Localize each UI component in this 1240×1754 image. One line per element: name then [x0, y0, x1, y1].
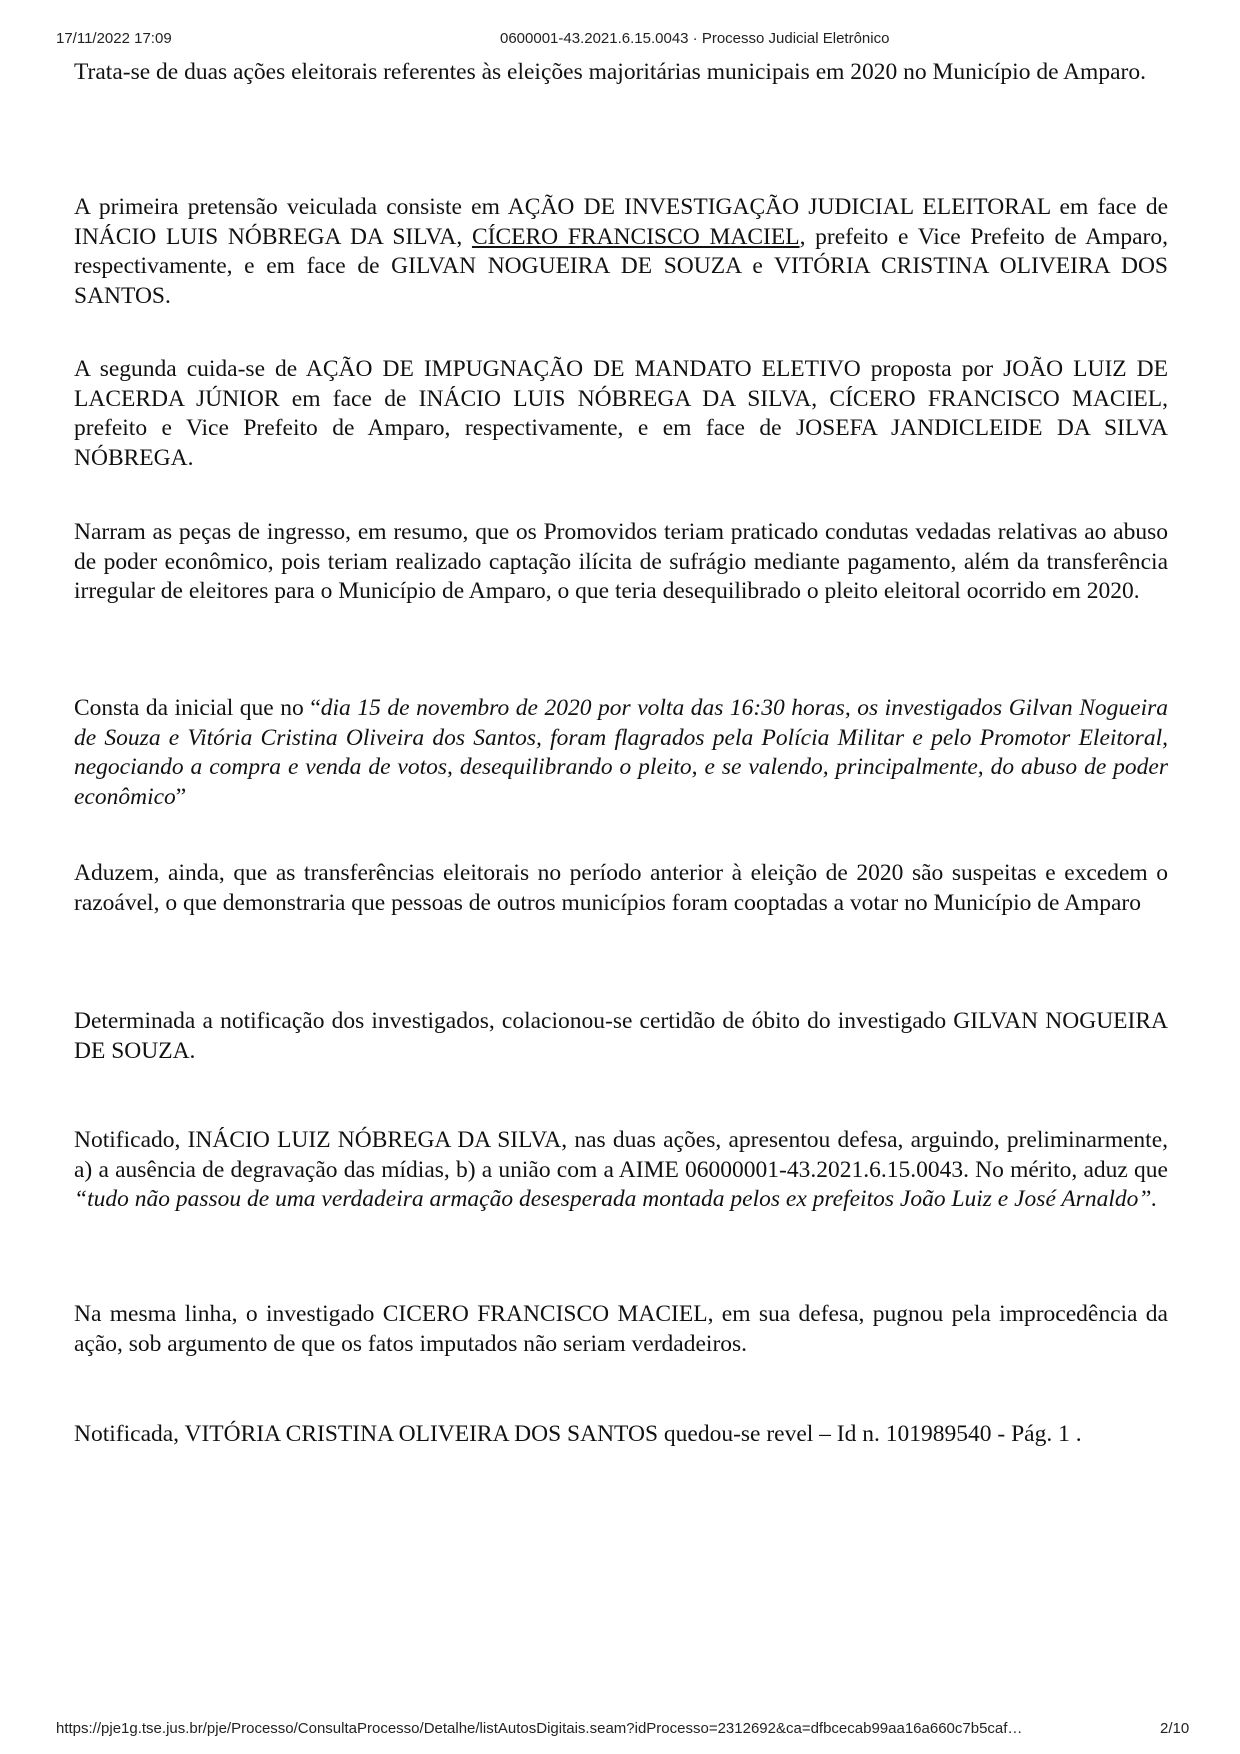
paragraph-notificada: Notificada, VITÓRIA CRISTINA OLIVEIRA DOS SANTOS quedou-se revel – Id n. 101989540 - Pág. 1 .	[74, 1421, 1082, 1447]
paragraph-consta-text-2: ”	[175, 783, 187, 810]
quoted-allegation: dia 15 de novembro de 2020 por volta das 16:30 horas, os investigados Gilvan Nogueira de Souza e Vitória Cristina Oliveira dos Santos, foram flagrados pela Polícia Militar e pelo Promotor Eleitoral, negociando a compra e venda de votos, desequilibrando o pleito, e se valendo, principalmente, do abuso de poder econômico	[74, 695, 1168, 810]
paragraph-aije-text-2: , prefeito e Vice Prefeito de Amparo, respectivamente, e em face de GILVAN NOGUEIRA DE SOUZA e VITÓRIA CRISTINA OLIVEIRA DOS SANTOS.	[74, 223, 1169, 309]
paragraph-aduzem: Aduzem, ainda, que as transferências eleitorais no período anterior à eleição de 2020 são suspeitas e excedem o razoável, o que demonstraria que pessoas de outros municípios foram cooptadas a votar no Município de Amparo	[74, 860, 1168, 916]
paragraph-consta-text-1: Consta da inicial que no “	[74, 695, 321, 721]
paragraph-aime: A segunda cuida-se de AÇÃO DE IMPUGNAÇÃO DE MANDATO ELETIVO proposta por JOÃO LUIZ DE LACERDA JÚNIOR em face de INÁCIO LUIS NÓBREGA DA SILVA, CÍCERO FRANCISCO MACIEL, prefeito e Vice Prefeito de Amparo, respectivamente, e em face de JOSEFA JANDICLEIDE DA SILVA NÓBREGA.	[74, 356, 1168, 471]
paragraph-narram: Narram as peças de ingresso, em resumo, que os Promovidos teriam praticado condutas vedadas relativas ao abuso de poder econômico, pois teriam realizado captação ilícita de sufrágio mediante pagamento, além da transferência irregular de eleitores para o Município de Amparo, o que teria desequilibrado o pleito eleitoral ocorrido em 2020.	[74, 519, 1168, 604]
page-number: 2/10	[1160, 1720, 1190, 1737]
paragraph-determinada: Determinada a notificação dos investigados, colacionou-se certidão de óbito do investigado GILVAN NOGUEIRA DE SOUZA.	[74, 1008, 1168, 1064]
underlined-name: CÍCERO FRANCISCO MACIEL	[471, 223, 800, 250]
print-datetime: 17/11/2022 17:09	[56, 30, 172, 47]
quoted-defense: “tudo não passou de uma verdadeira armação desesperada montada pelos ex prefeitos João Luiz e José Arnaldo”.	[74, 1186, 1158, 1212]
paragraph-intro: Trata-se de duas ações eleitorais referentes às eleições majoritárias municipais em 2020 no Município de Amparo.	[74, 59, 1146, 85]
print-header-title: 0600001-43.2021.6.15.0043 · Processo Judicial Eletrônico	[500, 30, 890, 47]
paragraph-na-mesma-linha: Na mesma linha, o investigado CICERO FRANCISCO MACIEL, em sua defesa, pugnou pela improcedência da ação, sob argumento de que os fatos imputados não seriam verdadeiros.	[74, 1301, 1168, 1357]
paragraph-consta	[74, 694, 1168, 812]
paragraph-aije	[74, 193, 1168, 311]
print-footer-url: https://pje1g.tse.jus.br/pje/Processo/ConsultaProcesso/Detalhe/listAutosDigitais.seam?idProcesso=2312692&ca=dfbcecab99aa16a660c7b5caf…	[56, 1720, 1023, 1737]
paragraph-aije-text-1: A primeira pretensão veiculada consiste em AÇÃO DE INVESTIGAÇÃO JUDICIAL ELEITORAL em face de INÁCIO LUIS NÓBREGA DA SILVA,	[74, 194, 1168, 250]
paragraph-notificado-text: Notificado, INÁCIO LUIZ NÓBREGA DA SILVA, nas duas ações, apresentou defesa, arguindo, preliminarmente, a) a ausência de degravação das mídias, b) a união com a AIME 06000001-43.2021.6.15.0043. No mérito, aduz que	[74, 1127, 1168, 1183]
paragraph-notificado	[74, 1126, 1168, 1215]
